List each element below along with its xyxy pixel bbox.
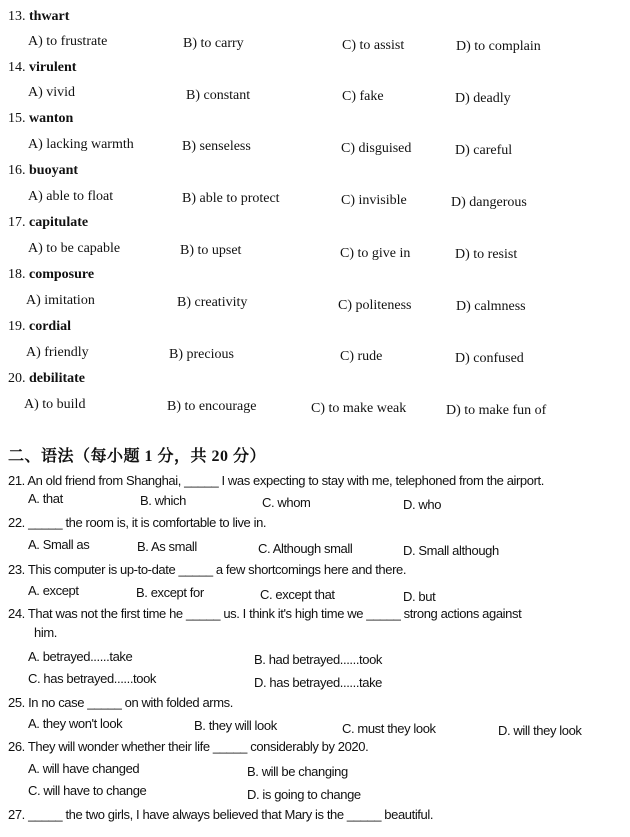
question-16: 16. buoyant (8, 163, 79, 178)
option-13a: A) to frustrate (28, 34, 108, 49)
question-21: 21. An old friend from Shanghai, _____ I was expecting to stay with me, telephoned from the airport. (8, 473, 544, 488)
option-24a: A. betrayed......take (28, 649, 133, 664)
option-21c: C. whom (262, 495, 311, 510)
option-13b: B) to carry (183, 36, 244, 51)
question-14: 14. virulent (8, 60, 77, 75)
option-19d: D) confused (455, 351, 524, 366)
option-17b: B) to upset (180, 243, 242, 258)
option-21b: B. which (140, 493, 186, 508)
option-23d: D. but (403, 589, 436, 604)
option-25b: B. they will look (194, 718, 277, 733)
question-27: 27. _____ the two girls, I have always believed that Mary is the _____ beautiful. (8, 807, 434, 822)
option-22c: C. Although small (258, 541, 353, 556)
question-22: 22. _____ the room is, it is comfortable to live in. (8, 515, 267, 530)
option-15c: C) disguised (341, 141, 412, 156)
section-title: 二、语法（每小题 1 分，共 20 分） (8, 448, 267, 465)
question-25: 25. In no case _____ on with folded arms. (8, 695, 233, 710)
option-15a: A) lacking warmth (28, 137, 134, 152)
option-14d: D) deadly (455, 91, 511, 106)
option-16c: C) invisible (341, 193, 407, 208)
option-26c: C. will have to change (28, 783, 147, 798)
option-15b: B) senseless (182, 139, 251, 154)
option-19c: C) rude (340, 349, 383, 364)
option-25c: C. must they look (342, 721, 436, 736)
question-13: 13. thwart (8, 9, 70, 24)
option-18c: C) politeness (338, 298, 412, 313)
question-24-cont: him. (34, 625, 57, 640)
option-25d: D. will they look (498, 723, 582, 738)
question-26: 26. They will wonder whether their life _____ considerably by 2020. (8, 739, 369, 754)
question-17: 17. capitulate (8, 215, 89, 230)
option-23b: B. except for (136, 585, 204, 600)
option-19b: B) precious (169, 347, 234, 362)
question-23: 23. This computer is up-to-date _____ a few shortcomings here and there. (8, 562, 407, 577)
option-19a: A) friendly (26, 345, 89, 360)
option-16a: A) able to float (28, 189, 114, 204)
option-20c: C) to make weak (311, 401, 407, 416)
option-14b: B) constant (186, 88, 251, 103)
option-17c: C) to give in (340, 246, 411, 261)
question-18: 18. composure (8, 267, 95, 282)
option-26d: D. is going to change (247, 787, 361, 802)
question-19: 19. cordial (8, 319, 71, 334)
option-14a: A) vivid (28, 85, 76, 100)
question-20: 20. debilitate (8, 371, 85, 386)
option-24b: B. had betrayed......took (254, 652, 383, 667)
option-14c: C) fake (342, 89, 384, 104)
option-22a: A. Small as (28, 537, 90, 552)
option-17d: D) to resist (455, 247, 518, 262)
option-13d: D) to complain (456, 39, 541, 54)
option-26b: B. will be changing (247, 764, 348, 779)
option-18b: B) creativity (177, 295, 248, 310)
question-15: 15. wanton (8, 111, 74, 126)
option-24c: C. has betrayed......took (28, 671, 157, 686)
option-26a: A. will have changed (28, 761, 140, 776)
option-16b: B) able to protect (182, 191, 280, 206)
option-16d: D) dangerous (451, 195, 527, 210)
option-20a: A) to build (24, 397, 86, 412)
option-23c: C. except that (260, 587, 335, 602)
option-20b: B) to encourage (167, 399, 257, 414)
option-21a: A. that (28, 491, 63, 506)
option-17a: A) to be capable (28, 241, 121, 256)
option-23a: A. except (28, 583, 79, 598)
option-15d: D) careful (455, 143, 513, 158)
option-22d: D. Small although (403, 543, 499, 558)
option-25a: A. they won't look (28, 716, 123, 731)
option-20d: D) to make fun of (446, 403, 547, 418)
option-22b: B. As small (137, 539, 197, 554)
option-13c: C) to assist (342, 38, 405, 53)
option-24d: D. has betrayed......take (254, 675, 383, 690)
question-24: 24. That was not the first time he _____ us. I think it's high time we _____ strong actions against (8, 606, 522, 621)
option-18a: A) imitation (26, 293, 95, 308)
option-18d: D) calmness (456, 299, 526, 314)
option-21d: D. who (403, 497, 442, 512)
